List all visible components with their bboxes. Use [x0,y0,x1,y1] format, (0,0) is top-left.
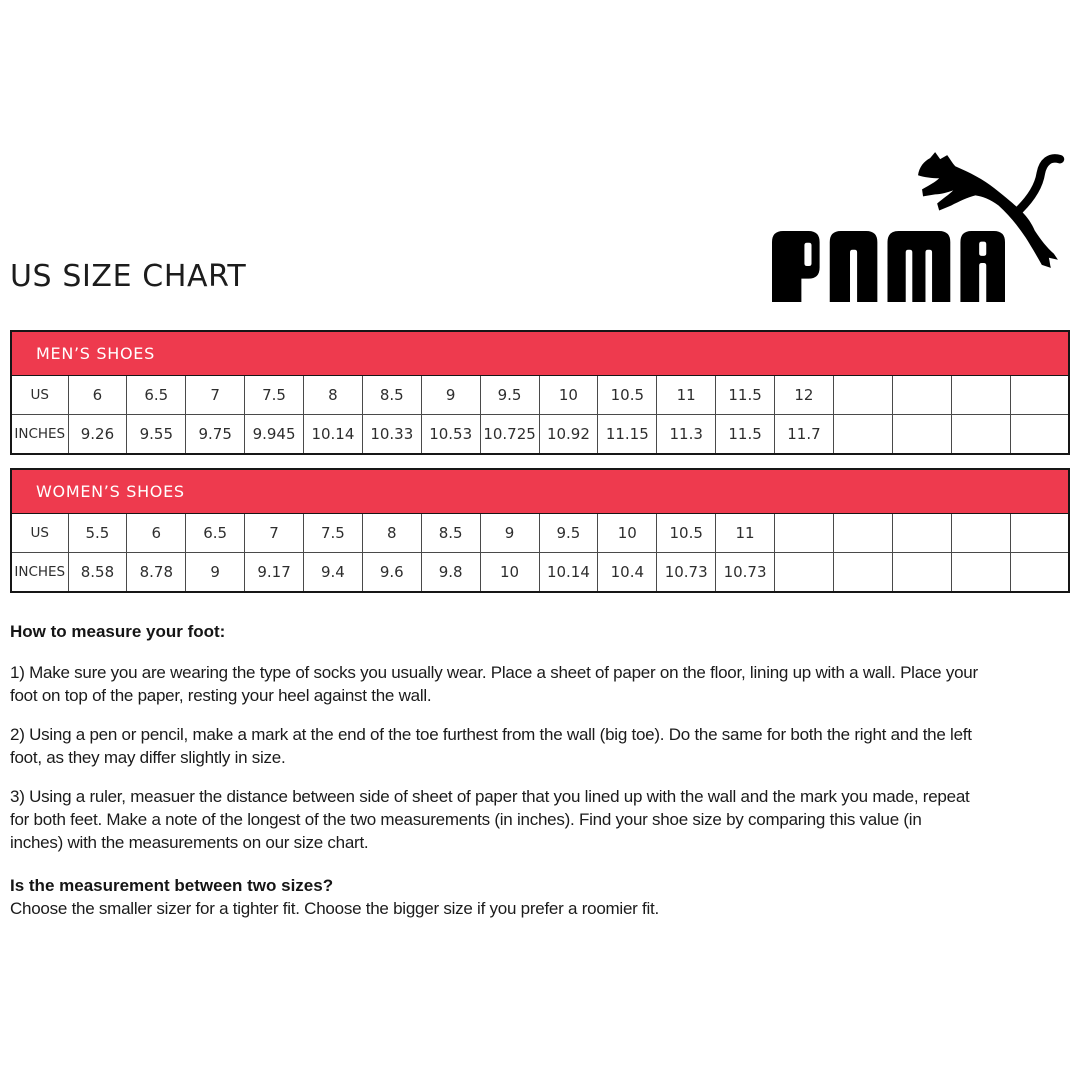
size-value-cell: 9.55 [127,415,186,455]
page-title: US SIZE CHART [10,259,247,294]
size-table-row [11,553,1069,593]
row-label-cell: US [11,514,68,553]
size-value-cell [892,415,951,455]
size-value-cell: 7.5 [304,514,363,553]
size-value-cell: 10.53 [421,415,480,455]
measure-step-1 [10,661,1074,707]
mens-size-table [10,330,1070,455]
size-value-cell: 10 [480,553,539,593]
size-value-cell: 10.725 [480,415,539,455]
size-value-cell [951,415,1010,455]
measure-step-2 [10,723,1074,769]
size-value-cell [892,376,951,415]
size-value-cell: 9.6 [362,553,421,593]
size-value-cell [1010,553,1069,593]
puma-wordmark-logo [772,231,1005,302]
size-value-cell: 10.73 [716,553,775,593]
step-2-line-2: foot, as they may differ slightly in size. [10,748,286,767]
size-value-cell: 11.5 [716,376,775,415]
size-value-cell: 6.5 [127,376,186,415]
size-value-cell: 11.15 [598,415,657,455]
size-value-cell [892,553,951,593]
size-value-cell: 10.92 [539,415,598,455]
size-value-cell: 9.5 [539,514,598,553]
size-value-cell: 8.5 [421,514,480,553]
size-value-cell: 10.5 [657,514,716,553]
size-value-cell: 9 [421,376,480,415]
size-value-cell: 9.4 [304,553,363,593]
size-value-cell: 8.5 [362,376,421,415]
size-value-cell: 10.14 [539,553,598,593]
womens-table-header-band: WOMEN’S SHOES [11,469,1069,514]
size-table-row [11,376,1069,415]
size-value-cell [1010,415,1069,455]
size-value-cell: 11.7 [775,415,834,455]
size-value-cell: 9 [480,514,539,553]
size-value-cell: 5.5 [68,514,127,553]
size-table-row [11,514,1069,553]
size-value-cell [833,514,892,553]
size-value-cell: 7 [245,514,304,553]
size-value-cell [892,514,951,553]
size-value-cell: 10.5 [598,376,657,415]
size-value-cell: 6.5 [186,514,245,553]
size-table-row [11,415,1069,455]
step-1-line-2: foot on top of the paper, resting your heel against the wall. [10,686,432,705]
size-value-cell [1010,514,1069,553]
step-3-line-2: for both feet. Make a note of the longest of the two measurements (in inches). Find your shoe size by comparing this value (in [10,810,922,829]
size-value-cell: 11.3 [657,415,716,455]
size-value-cell [833,415,892,455]
size-value-cell: 10.4 [598,553,657,593]
between-sizes-text: Choose the smaller sizer for a tighter fit. Choose the bigger size if you prefer a roomier fit. [10,899,659,918]
size-value-cell [951,514,1010,553]
size-value-cell: 7.5 [245,376,304,415]
size-value-cell [833,376,892,415]
size-value-cell: 9.17 [245,553,304,593]
row-label-cell: INCHES [11,553,68,593]
size-value-cell: 8 [362,514,421,553]
row-label-cell: US [11,376,68,415]
mens-table-header-band: MEN’S SHOES [11,331,1069,376]
measure-step-3 [10,785,1074,854]
step-3-line-3: inches) with the measurements on our size chart. [10,833,369,852]
size-value-cell: 9.26 [68,415,127,455]
measure-guide [10,620,1074,920]
size-value-cell: 10 [539,376,598,415]
size-value-cell [775,553,834,593]
size-value-cell: 6 [127,514,186,553]
step-3-line-1: 3) Using a ruler, measuer the distance between side of sheet of paper that you lined up with the wall and the mark you made, repeat [10,787,970,806]
between-sizes-heading: Is the measurement between two sizes? [10,876,334,895]
size-value-cell: 11 [657,376,716,415]
size-value-cell: 9.5 [480,376,539,415]
size-value-cell [833,553,892,593]
size-value-cell: 9 [186,553,245,593]
size-value-cell: 10.14 [304,415,363,455]
size-value-cell: 9.945 [245,415,304,455]
size-value-cell: 8 [304,376,363,415]
size-tables [10,330,1070,606]
size-value-cell: 10.33 [362,415,421,455]
step-1-line-1: 1) Make sure you are wearing the type of socks you usually wear. Place a sheet of paper on the floor, lining up with a wall. Place your [10,663,978,682]
measure-guide-heading: How to measure your foot: [10,622,226,641]
size-value-cell: 11.5 [716,415,775,455]
size-value-cell: 10 [598,514,657,553]
size-value-cell [951,553,1010,593]
size-value-cell: 9.75 [186,415,245,455]
womens-size-table [10,468,1070,593]
size-value-cell [775,514,834,553]
size-value-cell [951,376,1010,415]
size-value-cell: 10.73 [657,553,716,593]
size-value-cell: 6 [68,376,127,415]
size-value-cell: 11 [716,514,775,553]
size-value-cell [1010,376,1069,415]
size-value-cell: 8.78 [127,553,186,593]
row-label-cell: INCHES [11,415,68,455]
size-value-cell: 8.58 [68,553,127,593]
size-value-cell: 9.8 [421,553,480,593]
step-2-line-1: 2) Using a pen or pencil, make a mark at the end of the toe furthest from the wall (big toe). Do the same for both the right and the left [10,725,972,744]
size-value-cell: 7 [186,376,245,415]
size-value-cell: 12 [775,376,834,415]
